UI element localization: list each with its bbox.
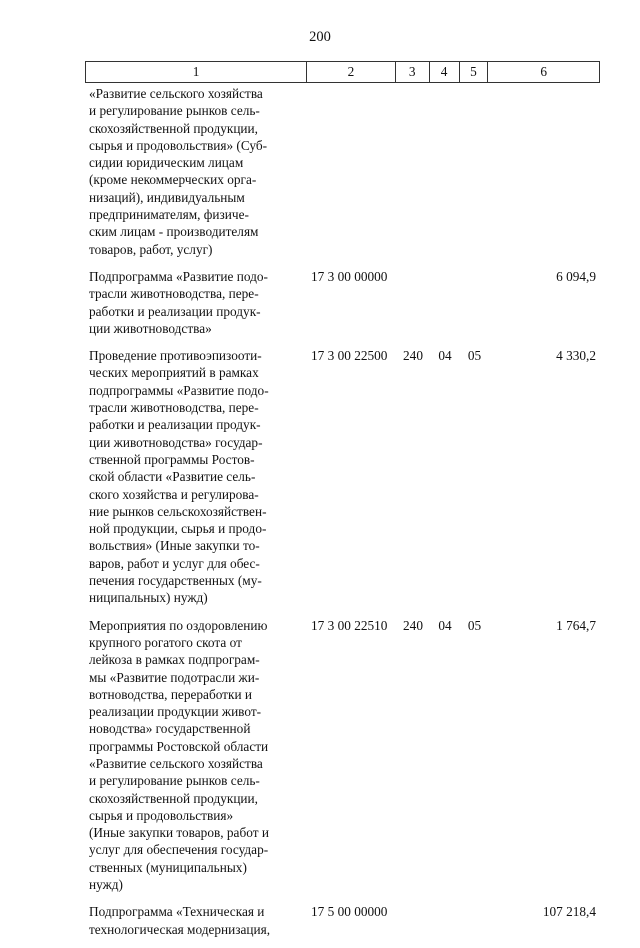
row-rz — [430, 85, 460, 258]
table-row — [85, 85, 600, 258]
row-pr — [460, 268, 489, 337]
row-rz: 04 — [438, 348, 452, 364]
header-col-1: 1 — [86, 62, 307, 82]
row-vr — [396, 903, 430, 938]
row-vr: 240 — [403, 348, 423, 364]
row-sum: 1 764,7 — [556, 617, 596, 633]
header-col-5: 5 — [460, 62, 489, 82]
table-row — [85, 617, 600, 894]
row-csr — [307, 85, 396, 258]
row-rz — [430, 903, 460, 938]
row-sum: 6 094,9 — [556, 268, 596, 284]
row-sum: 107 218,4 — [542, 904, 596, 920]
row-name: «Развитие сельского хозяйства и регулирование рынков сель- скохозяйственной продукции, сырья и продовольствия» (Суб- сидии юридическим лицам (кроме некоммерческих орга- низаций), индивидуальным предпринимателям, физиче- ским лицам - производителям товаров, работ, услуг) — [89, 86, 268, 257]
table-row — [85, 903, 600, 938]
row-name: Проведение противоэпизооти- ческих мероприятий в рамках подпрограммы «Развитие подо- трасли животноводства, пере- работки и реализации продук- ции животноводства» государ- ственной программы Ростов- ской области «Развитие сель- ского хозяйства и регулирова- ние рынков сельскохозяйствен- ной продукции, сырья и продо- вольствия» (Иные закупки то- варов, работ и услуг для обес- печения государственных (му- ниципальных) нужд) — [89, 348, 269, 606]
row-pr — [460, 85, 489, 258]
row-pr — [460, 903, 489, 938]
header-col-6: 6 — [540, 64, 548, 79]
row-name: Мероприятия по оздоровлению крупного рогатого скота от лейкоза в рамках подпрограм- мы «Развитие подотрасли жи- вотноводства, переработки и реализации продукции живот- новодства» государственной программы Ростовской области «Развитие сельского хозяйства и регулирование рынков сель- скохозяйственной продукции, сырья и продовольствия» (Иные закупки товаров, работ и услуг для обеспечения государ- ственных (муниципальных) нужд) — [89, 617, 269, 893]
row-pr: 05 — [467, 348, 482, 364]
row-rz: 04 — [438, 617, 452, 633]
header-col-4: 4 — [430, 62, 460, 82]
table-row — [85, 347, 600, 606]
row-vr: 240 — [403, 617, 423, 633]
row-vr — [396, 85, 430, 258]
row-csr: 17 3 00 22510 — [311, 617, 388, 633]
row-csr: 17 3 00 00000 — [311, 268, 388, 284]
row-sum — [489, 85, 600, 258]
table-row — [85, 268, 600, 337]
row-name: Подпрограмма «Техническая и технологическая модернизация, — [89, 904, 271, 937]
page-number: 200 — [309, 29, 331, 45]
row-csr: 17 3 00 22500 — [311, 348, 388, 364]
header-col-3: 3 — [396, 62, 430, 82]
header-col-2: 2 — [307, 62, 396, 82]
row-csr: 17 5 00 00000 — [311, 904, 388, 920]
row-pr: 05 — [467, 617, 482, 633]
row-name: Подпрограмма «Развитие подо- трасли животноводства, пере- работки и реализации продук- ции животноводства» — [89, 268, 268, 336]
row-sum: 4 330,2 — [556, 348, 596, 364]
row-vr — [396, 268, 430, 337]
table-header — [85, 61, 600, 83]
budget-table — [85, 61, 600, 948]
row-rz — [430, 268, 460, 337]
